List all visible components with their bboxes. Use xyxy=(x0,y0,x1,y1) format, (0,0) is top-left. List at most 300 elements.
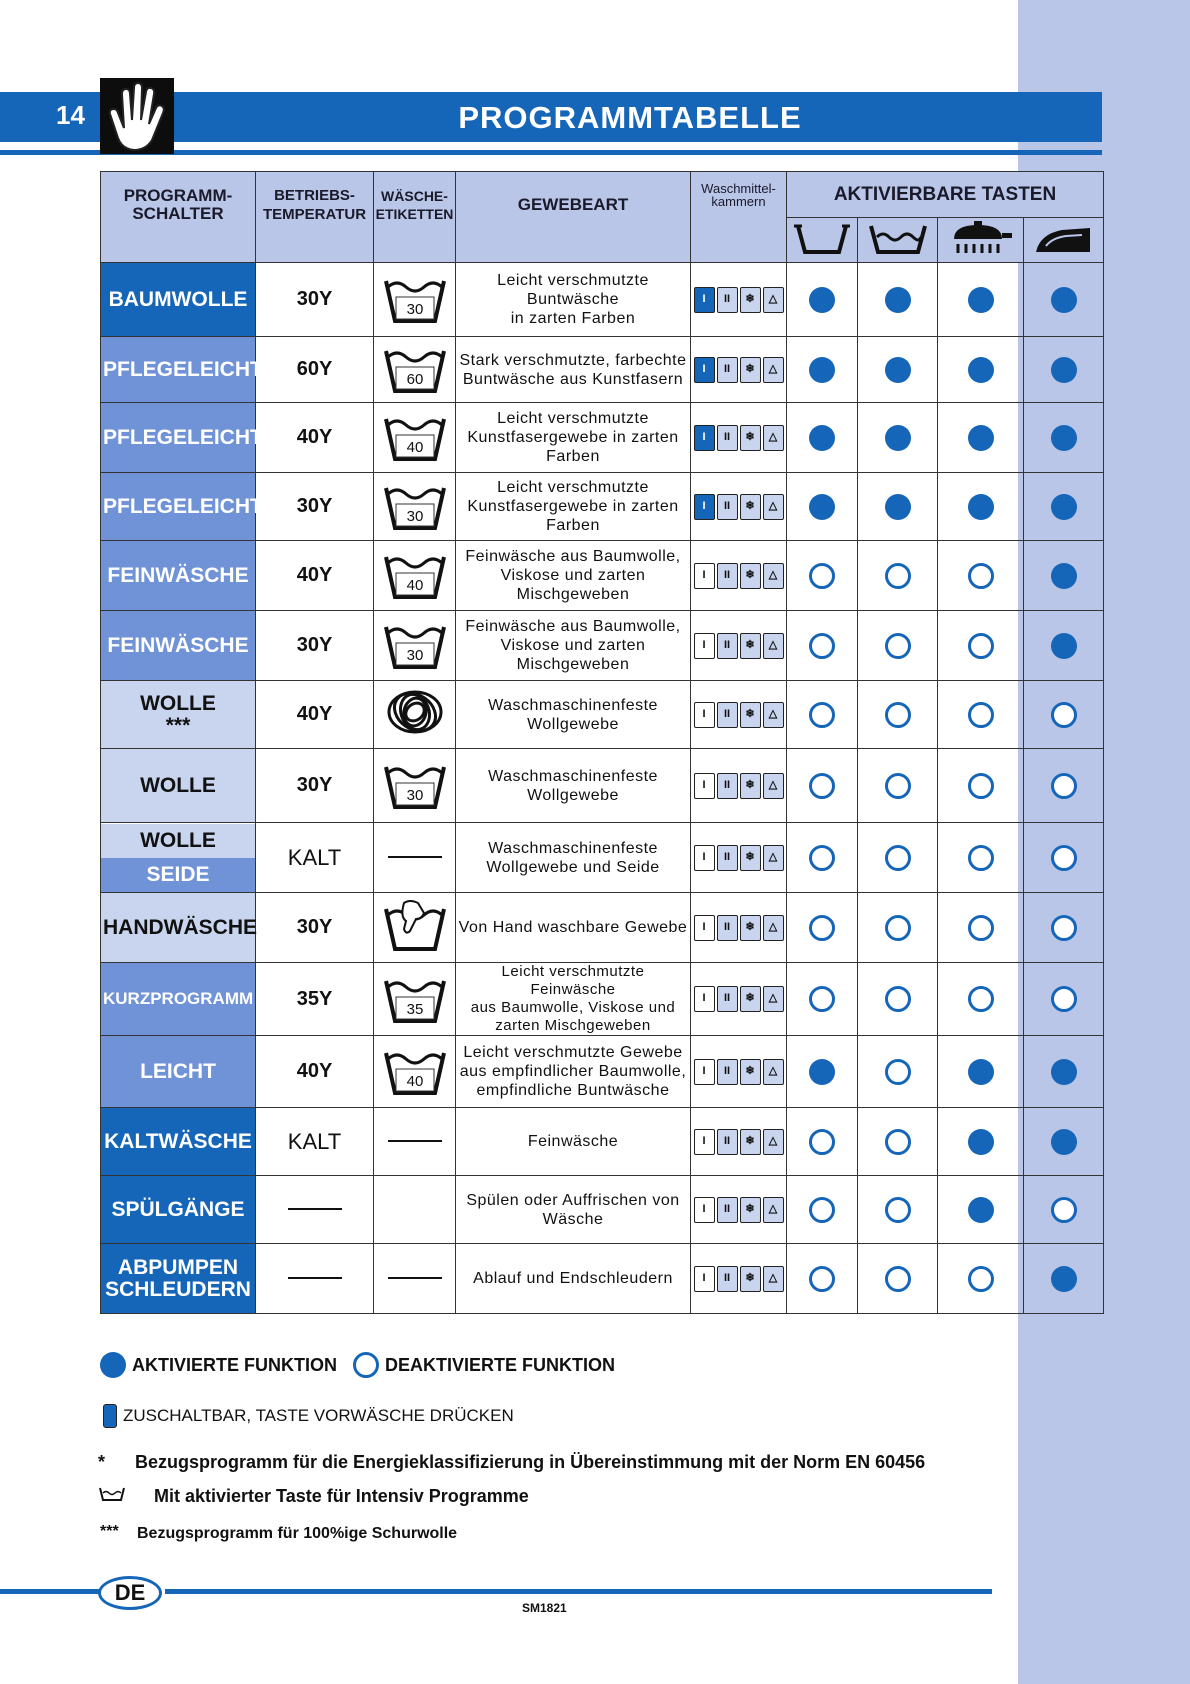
key-status-cell xyxy=(858,403,938,473)
deactivated-function-icon xyxy=(968,915,994,941)
temperature-cell xyxy=(256,893,374,963)
header-temperature xyxy=(256,172,374,263)
key-status-cell xyxy=(938,1108,1024,1176)
detergent-tray: I xyxy=(694,986,715,1012)
header-detergent-text: Waschmittel- kammern xyxy=(701,181,776,209)
detergent-trays-cell xyxy=(691,963,787,1036)
fabric-description: Stark verschmutzte, farbechte Buntwäsche aus Kunstfasern xyxy=(456,337,691,403)
key-status-cell xyxy=(1024,263,1104,337)
key-rinse xyxy=(938,218,1024,263)
table-row xyxy=(101,611,1104,681)
detergent-tray: △ xyxy=(763,633,784,659)
care-label-cell xyxy=(374,1244,456,1314)
deactivated-function-icon xyxy=(809,702,835,728)
key-status-cell xyxy=(938,823,1024,893)
table-row xyxy=(101,541,1104,611)
key-status-cell xyxy=(858,893,938,963)
temperature-cell xyxy=(256,681,374,749)
fabric-description: Waschmaschinenfeste Wollgewebe xyxy=(456,681,691,749)
detergent-tray: ❄ xyxy=(740,287,761,313)
page-title: PROGRAMMTABELLE xyxy=(458,100,802,135)
fabric-description: Waschmaschinenfeste Wollgewebe und Seide xyxy=(456,823,691,893)
key-status-cell xyxy=(858,749,938,823)
deactivated-function-icon xyxy=(809,1266,835,1292)
activated-function-icon xyxy=(809,494,835,520)
program-cell xyxy=(101,681,256,749)
iron-icon xyxy=(1032,220,1096,256)
detergent-trays xyxy=(694,494,784,520)
table-row xyxy=(101,823,1104,893)
fabric-description: Leicht verschmutzte Feinwäsche aus Baumwolle, Viskose und zarten Mischgeweben xyxy=(456,963,691,1036)
program-name: PFLEGELEICHT xyxy=(103,494,263,518)
table-row xyxy=(101,337,1104,403)
document-code: SM1821 xyxy=(522,1601,567,1615)
program-name: WOLLE xyxy=(140,773,216,797)
temperature-value: 30Υ xyxy=(296,916,333,938)
detergent-tray: II xyxy=(717,494,738,520)
care-label-cell xyxy=(374,1036,456,1108)
table-row xyxy=(101,263,1104,337)
detergent-tray: I xyxy=(694,845,715,871)
detergent-tray: I xyxy=(694,494,715,520)
key-status-cell xyxy=(1024,1244,1104,1314)
care-label-cell xyxy=(374,749,456,823)
table-row xyxy=(101,1176,1104,1244)
program-cell xyxy=(101,541,256,611)
deactivated-function-icon xyxy=(1051,986,1077,1012)
key-status-cell xyxy=(787,263,858,337)
temperature-value: 30Υ xyxy=(296,495,333,517)
key-status-cell xyxy=(1024,541,1104,611)
program-cell xyxy=(101,1108,256,1176)
temperature-value: KALT xyxy=(287,1128,342,1154)
detergent-tray: II xyxy=(717,1266,738,1292)
care-label-cell xyxy=(374,963,456,1036)
detergent-tray: ❄ xyxy=(740,1197,761,1223)
detergent-trays-cell xyxy=(691,1176,787,1244)
program-name: FEINWÄSCHE xyxy=(107,633,249,657)
detergent-tray: I xyxy=(694,1197,715,1223)
program-name: SPÜLGÄNGE xyxy=(111,1197,245,1221)
program-name: HANDWÄSCHE xyxy=(103,915,257,939)
detergent-tray: II xyxy=(717,1129,738,1155)
deactivated-function-icon xyxy=(885,845,911,871)
detergent-tray: △ xyxy=(763,773,784,799)
care-label-cell xyxy=(374,681,456,749)
program-cell xyxy=(101,263,256,337)
detergent-trays-cell xyxy=(691,1036,787,1108)
key-status-cell xyxy=(858,963,938,1036)
activated-function-icon xyxy=(1051,1059,1077,1085)
table-row xyxy=(101,1108,1104,1176)
deactivated-function-icon xyxy=(809,1197,835,1223)
deactivated-function-icon xyxy=(885,1266,911,1292)
detergent-trays-cell xyxy=(691,1244,787,1314)
wash-label-temp: 40 xyxy=(406,439,423,456)
detergent-trays xyxy=(694,986,784,1012)
detergent-trays-cell xyxy=(691,1108,787,1176)
detergent-trays xyxy=(694,1059,784,1085)
footer-rule-left xyxy=(0,1589,100,1594)
program-cell xyxy=(101,893,256,963)
activated-function-icon xyxy=(968,357,994,383)
key-status-cell xyxy=(938,681,1024,749)
page-number: 14 xyxy=(56,100,85,130)
detergent-tray: △ xyxy=(763,1266,784,1292)
temperature-value: 30Υ xyxy=(296,288,333,310)
key-status-cell xyxy=(1024,823,1104,893)
activated-function-icon xyxy=(1051,357,1077,383)
detergent-tray: △ xyxy=(763,986,784,1012)
key-status-cell xyxy=(1024,473,1104,541)
detergent-tray: II xyxy=(717,287,738,313)
no-value-dash xyxy=(288,1208,342,1210)
fabric-description: Leicht verschmutzte Kunstfasergewebe in zarten Farben xyxy=(456,473,691,541)
header-fabric-text: GEWEBEART xyxy=(517,195,629,214)
key-status-cell xyxy=(938,611,1024,681)
wash-label-temp: 40 xyxy=(406,577,423,594)
fabric-description: Feinwäsche aus Baumwolle, Viskose und zarten Mischgeweben xyxy=(456,541,691,611)
intensive-wash-small-icon xyxy=(98,1486,126,1507)
fabric-description: Leicht verschmutzte Kunstfasergewebe in zarten Farben xyxy=(456,403,691,473)
shower-rinse-icon xyxy=(946,219,1016,257)
program-name-secondary: SEIDE xyxy=(101,858,255,892)
temperature-cell xyxy=(256,611,374,681)
header-keys: AKTIVIERBARE TASTEN xyxy=(787,172,1104,218)
temperature-cell xyxy=(256,963,374,1036)
header-labels-text: WÄSCHE- ETIKETTEN xyxy=(375,188,454,222)
key-status-cell xyxy=(787,1108,858,1176)
deactivated-function-icon xyxy=(968,633,994,659)
program-table xyxy=(100,171,1104,1314)
wash-label-icon xyxy=(380,1041,450,1097)
deactivated-function-icon xyxy=(809,845,835,871)
temperature-cell xyxy=(256,1176,374,1244)
detergent-tray: △ xyxy=(763,702,784,728)
detergent-tray: II xyxy=(717,773,738,799)
activated-function-icon xyxy=(885,494,911,520)
detergent-tray: ❄ xyxy=(740,494,761,520)
program-name: KURZPROGRAMM xyxy=(103,989,254,1008)
detergent-tray: △ xyxy=(763,915,784,941)
detergent-tray: ❄ xyxy=(740,425,761,451)
deactivated-function-icon xyxy=(809,915,835,941)
program-cell xyxy=(101,1176,256,1244)
detergent-tray: II xyxy=(717,425,738,451)
program-name: WOLLE xyxy=(101,824,255,858)
program-name: ABPUMPEN SCHLEUDERN xyxy=(105,1255,251,1301)
key-status-cell xyxy=(858,541,938,611)
temperature-cell xyxy=(256,541,374,611)
key-status-cell xyxy=(787,337,858,403)
care-label-cell xyxy=(374,1108,456,1176)
program-name: PFLEGELEICHT xyxy=(103,357,263,381)
deactivated-function-icon xyxy=(809,773,835,799)
key-status-cell xyxy=(1024,1036,1104,1108)
key-status-cell xyxy=(858,1108,938,1176)
deactivated-function-icon xyxy=(885,1197,911,1223)
care-label-cell xyxy=(374,403,456,473)
temperature-value: 40Υ xyxy=(296,1060,333,1082)
wash-label-temp: 60 xyxy=(406,371,423,388)
detergent-trays xyxy=(694,702,784,728)
detergent-tray: I xyxy=(694,425,715,451)
detergent-tray: ❄ xyxy=(740,702,761,728)
detergent-trays xyxy=(694,915,784,941)
no-value-dash xyxy=(388,1277,442,1279)
header-program xyxy=(101,172,256,263)
deactivated-function-icon xyxy=(885,1129,911,1155)
deactivated-function-icon xyxy=(885,1059,911,1085)
detergent-tray: II xyxy=(717,845,738,871)
care-label-cell xyxy=(374,823,456,893)
legend-prewash xyxy=(103,1404,514,1428)
wash-label-icon xyxy=(380,755,450,811)
detergent-tray: I xyxy=(694,1266,715,1292)
key-status-cell xyxy=(787,963,858,1036)
key-status-cell xyxy=(858,337,938,403)
detergent-tray: ❄ xyxy=(740,1266,761,1292)
detergent-tray: ❄ xyxy=(740,986,761,1012)
fabric-description: Leicht verschmutzte Buntwäsche in zarten Farben xyxy=(456,263,691,337)
temperature-value: KALT xyxy=(287,844,342,870)
wash-tub-icon xyxy=(792,220,852,256)
fabric-description: Feinwäsche aus Baumwolle, Viskose und zarten Mischgeweben xyxy=(456,611,691,681)
table-row xyxy=(101,749,1104,823)
detergent-trays-cell xyxy=(691,749,787,823)
key-status-cell xyxy=(938,749,1024,823)
key-status-cell xyxy=(938,541,1024,611)
deactivated-function-icon xyxy=(809,633,835,659)
care-label-cell xyxy=(374,541,456,611)
no-value-dash xyxy=(388,856,442,858)
key-status-cell xyxy=(787,823,858,893)
deactivated-function-icon xyxy=(968,773,994,799)
detergent-tray: I xyxy=(694,915,715,941)
temperature-cell xyxy=(256,473,374,541)
temperature-cell xyxy=(256,823,374,893)
detergent-tray: I xyxy=(694,633,715,659)
header-temperature-text: BETRIEBS- TEMPERATUR xyxy=(262,187,367,223)
detergent-trays-cell xyxy=(691,337,787,403)
key-status-cell xyxy=(938,963,1024,1036)
program-cell xyxy=(101,337,263,403)
key-status-cell xyxy=(787,893,858,963)
detergent-tray: II xyxy=(717,702,738,728)
fabric-description: Spülen oder Auffrischen von Wäsche xyxy=(456,1176,691,1244)
deactivated-function-icon xyxy=(885,563,911,589)
detergent-tray: △ xyxy=(763,563,784,589)
detergent-tray: I xyxy=(694,357,715,383)
deactivated-function-icon xyxy=(968,1266,994,1292)
detergent-tray: △ xyxy=(763,287,784,313)
care-label-cell xyxy=(374,1176,456,1244)
deactivated-function-icon xyxy=(809,1129,835,1155)
wool-icon xyxy=(385,682,445,742)
detergent-tray: I xyxy=(694,773,715,799)
fabric-description: Feinwäsche xyxy=(456,1108,691,1176)
deactivated-function-icon xyxy=(968,563,994,589)
temperature-value: 30Υ xyxy=(296,634,333,656)
key-status-cell xyxy=(1024,749,1104,823)
wash-label-temp: 30 xyxy=(406,647,423,664)
activated-function-icon xyxy=(968,287,994,313)
table-row xyxy=(101,1244,1104,1314)
key-status-cell xyxy=(938,1036,1024,1108)
detergent-tray: II xyxy=(717,915,738,941)
detergent-trays-cell xyxy=(691,823,787,893)
detergent-tray: I xyxy=(694,702,715,728)
detergent-trays xyxy=(694,357,784,383)
wash-label-icon xyxy=(380,897,450,953)
detergent-tray: ❄ xyxy=(740,357,761,383)
temperature-cell xyxy=(256,1036,374,1108)
wash-label-temp: 30 xyxy=(406,301,423,318)
detergent-tray: II xyxy=(717,563,738,589)
detergent-tray: I xyxy=(694,1059,715,1085)
temperature-value: 30Υ xyxy=(296,774,333,796)
legend-deactivated: DEAKTIVIERTE FUNKTION xyxy=(385,1354,616,1375)
detergent-trays xyxy=(694,1266,784,1292)
key-status-cell xyxy=(858,823,938,893)
program-cell xyxy=(101,1036,256,1108)
legend-prewash-text: ZUSCHALTBAR, TASTE VORWÄSCHE DRÜCKEN xyxy=(123,1406,514,1425)
table-row xyxy=(101,963,1104,1036)
wash-label-icon xyxy=(380,615,450,671)
temperature-value: 40Υ xyxy=(296,426,333,448)
deactivated-function-icon xyxy=(968,702,994,728)
program-name: WOLLE *** xyxy=(140,691,216,737)
deactivated-function-icon xyxy=(885,986,911,1012)
table-row xyxy=(101,681,1104,749)
header-detergent xyxy=(691,172,787,263)
temperature-cell xyxy=(256,337,374,403)
language-badge: DE xyxy=(98,1576,162,1610)
activated-function-icon xyxy=(809,357,835,383)
activated-dot-icon xyxy=(100,1352,126,1378)
wash-label-temp: 30 xyxy=(406,508,423,525)
detergent-tray: ❄ xyxy=(740,1059,761,1085)
key-iron xyxy=(1024,218,1104,263)
key-status-cell xyxy=(787,473,858,541)
detergent-tray: ❄ xyxy=(740,563,761,589)
key-status-cell xyxy=(938,263,1024,337)
care-label-cell xyxy=(374,337,456,403)
key-status-cell xyxy=(787,1176,858,1244)
detergent-tray: II xyxy=(717,357,738,383)
key-status-cell xyxy=(787,611,858,681)
deactivated-function-icon xyxy=(1051,845,1077,871)
detergent-tray: ❄ xyxy=(740,773,761,799)
key-intensive xyxy=(858,218,938,263)
detergent-trays xyxy=(694,773,784,799)
key-status-cell xyxy=(938,1244,1024,1314)
key-status-cell xyxy=(858,1176,938,1244)
key-status-cell xyxy=(787,403,858,473)
program-cell xyxy=(101,403,263,473)
care-label-cell xyxy=(374,893,456,963)
detergent-tray: △ xyxy=(763,494,784,520)
key-status-cell xyxy=(1024,337,1104,403)
detergent-trays-cell xyxy=(691,403,787,473)
key-status-cell xyxy=(938,1176,1024,1244)
activated-function-icon xyxy=(1051,425,1077,451)
no-value-dash xyxy=(388,1140,442,1142)
detergent-tray: ❄ xyxy=(740,633,761,659)
key-status-cell xyxy=(1024,681,1104,749)
activated-function-icon xyxy=(885,357,911,383)
deactivated-function-icon xyxy=(968,845,994,871)
activated-function-icon xyxy=(1051,287,1077,313)
temperature-cell xyxy=(256,1244,374,1314)
detergent-trays xyxy=(694,1129,784,1155)
program-cell xyxy=(101,473,263,541)
wash-label-icon xyxy=(380,476,450,532)
detergent-tray: II xyxy=(717,633,738,659)
activated-function-icon xyxy=(809,425,835,451)
care-label-cell xyxy=(374,473,456,541)
temperature-cell xyxy=(256,749,374,823)
program-name: PFLEGELEICHT xyxy=(103,425,263,449)
note-triple-star-mark: *** xyxy=(100,1523,119,1540)
fabric-description: Leicht verschmutzte Gewebe aus empfindlicher Baumwolle, empfindliche Buntwäsche xyxy=(456,1036,691,1108)
fabric-description: Von Hand waschbare Gewebe xyxy=(456,893,691,963)
note-star-mark: * xyxy=(98,1452,106,1472)
activated-function-icon xyxy=(968,1197,994,1223)
activated-function-icon xyxy=(1051,494,1077,520)
program-name: BAUMWOLLE xyxy=(108,287,248,311)
activated-function-icon xyxy=(1051,633,1077,659)
key-wash-tub xyxy=(787,218,858,263)
deactivated-dot-icon xyxy=(353,1352,379,1378)
note-intensive: Mit aktivierter Taste für Intensiv Programme xyxy=(154,1486,529,1506)
activated-function-icon xyxy=(1051,1266,1077,1292)
detergent-tray: II xyxy=(717,1197,738,1223)
key-status-cell xyxy=(858,681,938,749)
detergent-tray: △ xyxy=(763,1059,784,1085)
detergent-tray: △ xyxy=(763,357,784,383)
header-fabric xyxy=(456,172,691,263)
table-row xyxy=(101,1036,1104,1108)
detergent-tray: △ xyxy=(763,425,784,451)
hand-icon xyxy=(100,78,174,154)
detergent-trays xyxy=(694,563,784,589)
activated-function-icon xyxy=(885,425,911,451)
program-cell xyxy=(101,611,256,681)
wash-label-icon xyxy=(380,269,450,325)
activated-function-icon xyxy=(968,494,994,520)
activated-function-icon xyxy=(1051,563,1077,589)
detergent-trays xyxy=(694,287,784,313)
detergent-tray: I xyxy=(694,1129,715,1155)
key-status-cell xyxy=(858,1036,938,1108)
temperature-cell xyxy=(256,1108,374,1176)
no-value-dash xyxy=(288,1277,342,1279)
key-status-cell xyxy=(1024,403,1104,473)
temperature-value: 40Υ xyxy=(296,564,333,586)
detergent-tray: ❄ xyxy=(740,845,761,871)
key-status-cell xyxy=(938,403,1024,473)
wash-label-icon xyxy=(380,969,450,1025)
footer-rule xyxy=(165,1589,992,1594)
deactivated-function-icon xyxy=(1051,773,1077,799)
key-status-cell xyxy=(787,1036,858,1108)
detergent-tray: II xyxy=(717,1059,738,1085)
detergent-trays xyxy=(694,633,784,659)
detergent-tray: I xyxy=(694,563,715,589)
deactivated-function-icon xyxy=(809,563,835,589)
detergent-tray: II xyxy=(717,986,738,1012)
